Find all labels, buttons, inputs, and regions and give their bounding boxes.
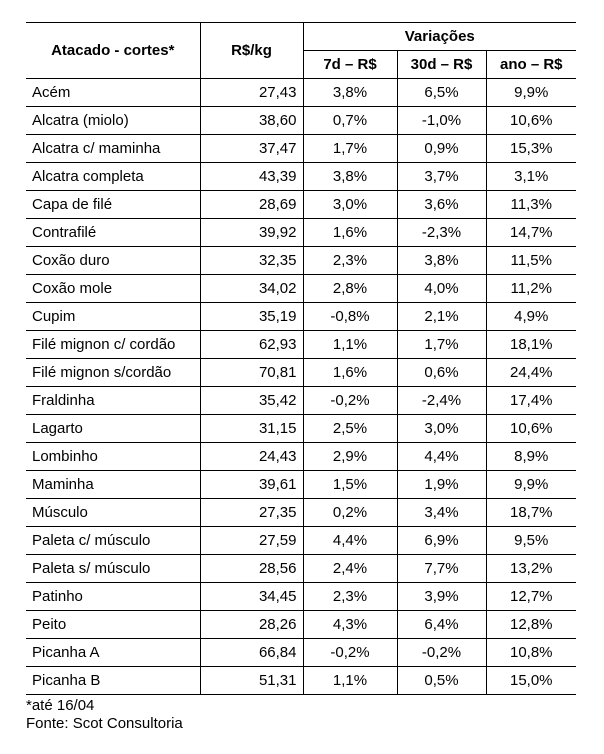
cell-cut-name: Maminha (26, 471, 200, 499)
cell-var-30d: 4,0% (397, 275, 486, 303)
cell-var-7d: 0,7% (303, 107, 397, 135)
cell-var-30d: 3,7% (397, 163, 486, 191)
header-30d: 30d – R$ (397, 51, 486, 79)
table-row (26, 191, 576, 219)
table-row (26, 79, 576, 107)
cell-var-7d: 1,5% (303, 471, 397, 499)
cell-var-30d: -2,3% (397, 219, 486, 247)
cell-price: 24,43 (200, 443, 303, 471)
cell-var-year: 10,6% (486, 107, 576, 135)
table-row (26, 247, 576, 275)
cell-var-7d: 3,8% (303, 79, 397, 107)
table-row (26, 471, 576, 499)
cell-price: 27,59 (200, 527, 303, 555)
cell-var-30d: 2,1% (397, 303, 486, 331)
cell-var-year: 11,2% (486, 275, 576, 303)
footnote-date: *até 16/04 (26, 697, 95, 714)
cell-var-7d: 2,4% (303, 555, 397, 583)
cell-price: 32,35 (200, 247, 303, 275)
table-row (26, 527, 576, 555)
cell-cut-name: Fraldinha (26, 387, 200, 415)
cell-cut-name: Filé mignon s/cordão (26, 359, 200, 387)
cell-cut-name: Coxão mole (26, 275, 200, 303)
header-year: ano – R$ (486, 51, 576, 79)
cell-var-7d: 3,8% (303, 163, 397, 191)
cell-cut-name: Alcatra (miolo) (26, 107, 200, 135)
cell-var-7d: 1,1% (303, 667, 397, 695)
cell-var-7d: -0,2% (303, 387, 397, 415)
cell-var-30d: 1,9% (397, 471, 486, 499)
cell-cut-name: Picanha B (26, 667, 200, 695)
cell-price: 39,92 (200, 219, 303, 247)
table-row (26, 331, 576, 359)
cell-var-year: 9,9% (486, 79, 576, 107)
table-row (26, 667, 576, 695)
cell-var-7d: 3,0% (303, 191, 397, 219)
cell-var-year: 11,5% (486, 247, 576, 275)
cell-cut-name: Paleta c/ músculo (26, 527, 200, 555)
header-cut-name: Atacado - cortes* (26, 23, 200, 79)
cell-var-year: 12,8% (486, 611, 576, 639)
table-body (26, 79, 576, 695)
header-price: R$/kg (200, 23, 303, 79)
cell-var-30d: 3,6% (397, 191, 486, 219)
cell-price: 27,43 (200, 79, 303, 107)
cell-var-30d: -2,4% (397, 387, 486, 415)
cell-price: 28,56 (200, 555, 303, 583)
cell-cut-name: Coxão duro (26, 247, 200, 275)
cell-price: 27,35 (200, 499, 303, 527)
cell-var-year: 18,1% (486, 331, 576, 359)
table-row (26, 163, 576, 191)
cell-var-30d: 3,4% (397, 499, 486, 527)
cell-price: 43,39 (200, 163, 303, 191)
cell-price: 31,15 (200, 415, 303, 443)
cell-cut-name: Paleta s/ músculo (26, 555, 200, 583)
cell-var-year: 24,4% (486, 359, 576, 387)
cell-var-7d: 1,1% (303, 331, 397, 359)
cell-var-7d: -0,8% (303, 303, 397, 331)
cell-var-year: 18,7% (486, 499, 576, 527)
cell-cut-name: Lagarto (26, 415, 200, 443)
cell-cut-name: Contrafilé (26, 219, 200, 247)
price-table (26, 22, 576, 695)
cell-var-7d: 4,4% (303, 527, 397, 555)
cell-price: 70,81 (200, 359, 303, 387)
table-row (26, 387, 576, 415)
cell-var-year: 12,7% (486, 583, 576, 611)
cell-var-30d: 3,9% (397, 583, 486, 611)
cell-cut-name: Lombinho (26, 443, 200, 471)
cell-var-year: 9,5% (486, 527, 576, 555)
cell-var-7d: 1,6% (303, 219, 397, 247)
cell-var-7d: 1,6% (303, 359, 397, 387)
table-header (26, 23, 576, 79)
cell-var-year: 10,6% (486, 415, 576, 443)
cell-price: 35,42 (200, 387, 303, 415)
cell-var-year: 14,7% (486, 219, 576, 247)
cell-var-30d: 3,8% (397, 247, 486, 275)
cell-var-30d: 0,9% (397, 135, 486, 163)
cell-var-7d: 2,3% (303, 583, 397, 611)
cell-cut-name: Músculo (26, 499, 200, 527)
cell-var-7d: 2,9% (303, 443, 397, 471)
table-row (26, 415, 576, 443)
table-row (26, 107, 576, 135)
table-row (26, 135, 576, 163)
cell-price: 35,19 (200, 303, 303, 331)
header-variations: Variações (303, 23, 576, 51)
table-row (26, 555, 576, 583)
cell-cut-name: Alcatra completa (26, 163, 200, 191)
cell-var-30d: 6,9% (397, 527, 486, 555)
cell-cut-name: Patinho (26, 583, 200, 611)
table-row (26, 443, 576, 471)
table-row (26, 275, 576, 303)
cell-price: 37,47 (200, 135, 303, 163)
cell-var-7d: -0,2% (303, 639, 397, 667)
cell-var-7d: 2,3% (303, 247, 397, 275)
cell-price: 39,61 (200, 471, 303, 499)
table-row (26, 359, 576, 387)
cell-var-year: 4,9% (486, 303, 576, 331)
cell-var-year: 11,3% (486, 191, 576, 219)
cell-price: 28,69 (200, 191, 303, 219)
cell-var-30d: -0,2% (397, 639, 486, 667)
cell-var-30d: 6,4% (397, 611, 486, 639)
cell-var-30d: 3,0% (397, 415, 486, 443)
cell-var-year: 8,9% (486, 443, 576, 471)
header-7d: 7d – R$ (303, 51, 397, 79)
cell-var-30d: 6,5% (397, 79, 486, 107)
cell-var-year: 10,8% (486, 639, 576, 667)
cell-var-year: 15,3% (486, 135, 576, 163)
cell-var-year: 13,2% (486, 555, 576, 583)
cell-var-30d: 7,7% (397, 555, 486, 583)
cell-price: 51,31 (200, 667, 303, 695)
table-row (26, 639, 576, 667)
cell-cut-name: Filé mignon c/ cordão (26, 331, 200, 359)
cell-var-year: 3,1% (486, 163, 576, 191)
cell-cut-name: Capa de filé (26, 191, 200, 219)
cell-price: 28,26 (200, 611, 303, 639)
cell-price: 62,93 (200, 331, 303, 359)
footnote-source: Fonte: Scot Consultoria (26, 715, 183, 732)
cell-var-7d: 1,7% (303, 135, 397, 163)
cell-price: 38,60 (200, 107, 303, 135)
cell-cut-name: Acém (26, 79, 200, 107)
cell-price: 34,45 (200, 583, 303, 611)
table-row (26, 611, 576, 639)
cell-var-30d: -1,0% (397, 107, 486, 135)
cell-var-30d: 0,5% (397, 667, 486, 695)
table-row (26, 499, 576, 527)
cell-var-year: 15,0% (486, 667, 576, 695)
cell-var-7d: 2,5% (303, 415, 397, 443)
cell-cut-name: Peito (26, 611, 200, 639)
cell-price: 66,84 (200, 639, 303, 667)
cell-var-year: 9,9% (486, 471, 576, 499)
cell-var-7d: 4,3% (303, 611, 397, 639)
cell-var-30d: 1,7% (397, 331, 486, 359)
cell-cut-name: Picanha A (26, 639, 200, 667)
table-row (26, 583, 576, 611)
cell-var-year: 17,4% (486, 387, 576, 415)
table-row (26, 219, 576, 247)
cell-cut-name: Cupim (26, 303, 200, 331)
cell-cut-name: Alcatra c/ maminha (26, 135, 200, 163)
cell-price: 34,02 (200, 275, 303, 303)
cell-var-7d: 2,8% (303, 275, 397, 303)
cell-var-30d: 0,6% (397, 359, 486, 387)
cell-var-7d: 0,2% (303, 499, 397, 527)
table-row (26, 303, 576, 331)
cell-var-30d: 4,4% (397, 443, 486, 471)
